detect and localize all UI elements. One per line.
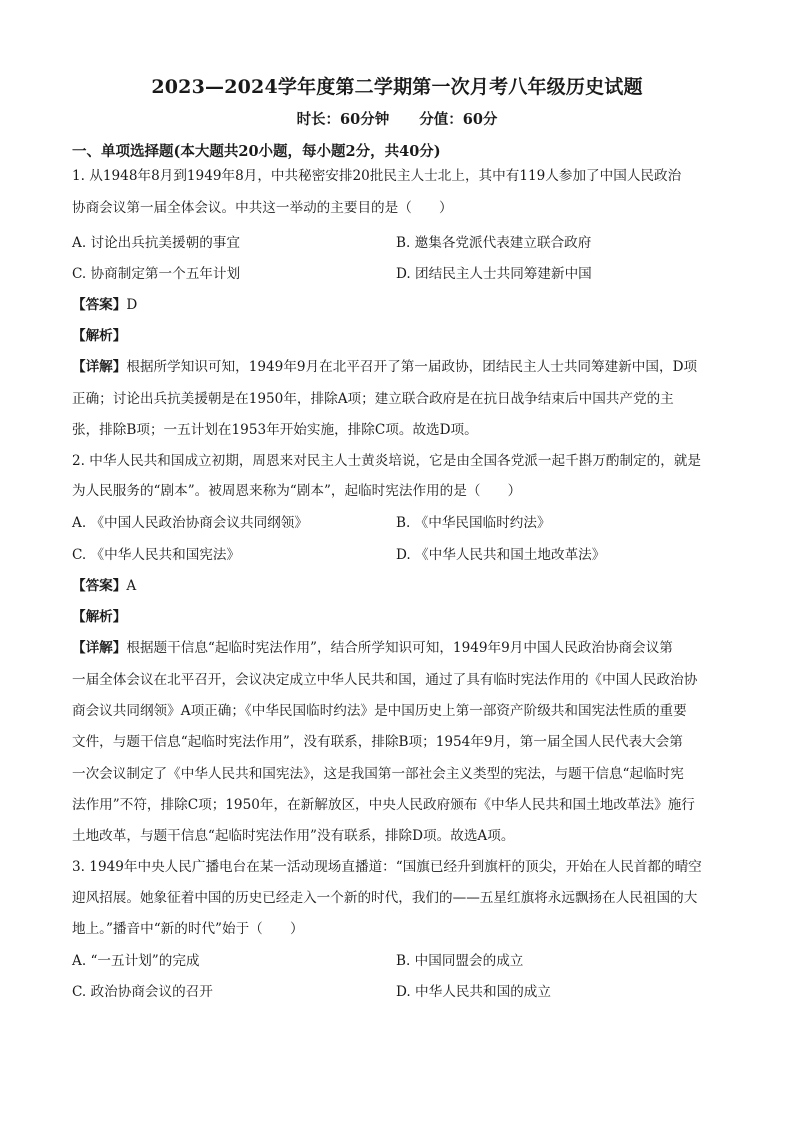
question-3-stem-line-1: 3. 1949年中央人民广播电台在某一活动现场直播道：“国旗已经升到旗杆的顶尖，开始在人民首都的晴空 [72,859,702,875]
question-2-option-c: C. 《中华人民共和国宪法》 [72,547,241,563]
exam-duration: 时长：60分钟 [296,111,390,128]
detail-label: 【详解】 [72,359,127,375]
exam-title: 2023—2024学年度第二学期第一次月考八年级历史试题 [151,76,643,98]
question-3-option-c: C. 政治协商会议的召开 [72,984,213,1000]
detail-label: 【详解】 [72,640,127,656]
question-2-detail-line-7: 土地改革，与题干信息“起临时宪法作用”没有联系，排除D项。故选A项。 [72,828,515,844]
question-1-answer [72,295,732,315]
answer-value: A [126,578,137,594]
question-1-option-d: D. 团结民主人士共同筹建新中国 [396,266,592,282]
question-2-option-b: B. 《中华民国临时约法》 [396,515,551,531]
question-2-answer [72,576,732,596]
question-3-stem-line-2: 迎风招展。她象征着中国的历史已经走入一个新的时代，我们的——五星红旗将永远飘扬在人民祖国的大 [72,890,698,906]
detail-text: 根据题干信息“起临时宪法作用”，结合所学知识可知，1949年9月中国人民政治协商会议第 [126,640,673,656]
question-1-detail-line-1 [72,357,732,377]
section-title: 一、单项选择题(本大题共20小题，每小题2分，共40分) [72,143,441,160]
question-1-option-a: A. 讨论出兵抗美援朝的事宜 [72,235,240,251]
question-3-option-a: A. “一五计划”的完成 [72,953,200,969]
exam-meta [0,108,794,129]
question-3-option-b: B. 中国同盟会的成立 [396,953,524,969]
question-2-stem-line-1: 2. 中华人民共和国成立初期，周恩来对民主人士黄炎培说，它是由全国各党派一起千斟万酌制定的，就是 [72,453,702,469]
question-2-option-d: D. 《中华人民共和国土地改革法》 [396,547,606,563]
exam-score: 分值：60分 [419,111,498,128]
question-3-option-d: D. 中华人民共和国的成立 [396,984,551,1000]
question-2-detail-line-5: 一次会议制定了《中华人民共和国宪法》，这是我国第一部社会主义类型的宪法，与题干信息“起临时宪 [72,766,684,782]
question-2-analysis-label: 【解析】 [72,609,127,625]
detail-text: 根据所学知识可知，1949年9月在北平召开了第一届政协，团结民主人士共同筹建新中国，D项 [126,359,698,375]
question-2-detail-line-6: 法作用”不符，排除C项；1950年，在新解放区，中央人民政府颁布《中华人民共和国土地改革法》施行 [72,797,695,813]
question-2-detail-line-3: 商会议共同纲领》A项正确；《中华民国临时约法》是中国历史上第一部资产阶级共和国宪法性质的重要 [72,703,687,719]
answer-label: 【答案】 [72,578,127,594]
question-2-detail-line-2: 一届全体会议在北平召开，会议决定成立中华人民共和国，通过了具有临时宪法作用的《中国人民政治协 [72,672,698,688]
answer-label: 【答案】 [72,297,127,313]
question-2-option-a: A. 《中国人民政治协商会议共同纲领》 [72,515,308,531]
question-3-stem-line-3: 地上。”播音中“新的时代”始于（ ） [72,921,304,937]
question-1-stem-line-2: 协商会议第一届全体会议。中共这一举动的主要目的是（ ） [72,200,453,216]
question-1-analysis-label: 【解析】 [72,328,127,344]
answer-value: D [126,297,138,313]
question-1-detail-line-3: 张，排除B项；一五计划在1953年开始实施，排除C项。故选D项。 [72,422,478,438]
question-1-option-b: B. 邀集各党派代表建立联合政府 [396,235,592,251]
question-1-option-c: C. 协商制定第一个五年计划 [72,266,241,282]
question-1-detail-line-2: 正确；讨论出兵抗美援朝是在1950年，排除A项；建立联合政府是在抗日战争结束后中国共产党的主 [72,391,674,407]
question-2-detail-line-4: 文件，与题干信息“起临时宪法作用”，没有联系，排除B项；1954年9月，第一届全国人民代表大会第 [72,734,683,750]
question-2-detail-line-1 [72,638,732,658]
question-2-stem-line-2: 为人民服务的“剧本”。被周恩来称为“剧本”，起临时宪法作用的是（ ） [72,483,522,499]
question-1-stem-line-1: 1. 从1948年8月到1949年8月，中共秘密安排20批民主人士北上，其中有119人参加了中国人民政治 [72,168,682,184]
